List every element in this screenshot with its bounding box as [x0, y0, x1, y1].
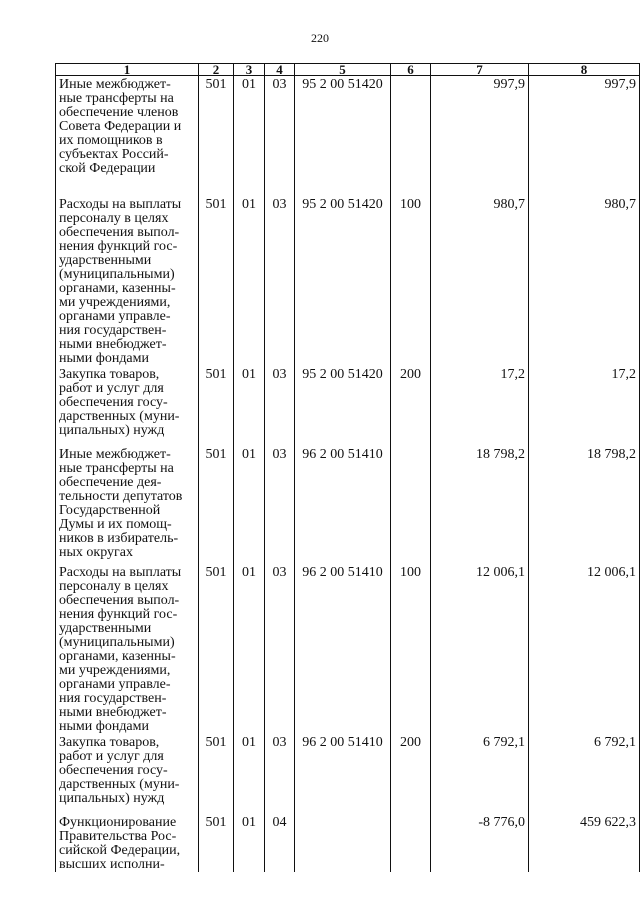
- row-code-6: 200: [391, 734, 431, 814]
- row-code-2: 501: [199, 564, 234, 734]
- row-code-6: 100: [391, 196, 431, 366]
- row-description: [56, 446, 199, 564]
- row-code-6: 200: [391, 366, 431, 446]
- row-code-3: 01: [234, 564, 265, 734]
- column-header-3: 3: [234, 64, 265, 76]
- row-amount-8: 6 792,1: [529, 734, 640, 814]
- row-code-5: 95 2 00 51420: [295, 196, 391, 366]
- row-code-3: 01: [234, 446, 265, 564]
- row-description: [56, 196, 199, 366]
- row-amount-8: 12 006,1: [529, 564, 640, 734]
- row-description: [56, 366, 199, 446]
- row-code-6: 100: [391, 564, 431, 734]
- row-description-text: Иные межбюджет- ные трансферты на обеспечение дея- тельности депутатов Государственной Думы и их помощ- ников в избиратель- ных округах: [59, 446, 183, 560]
- row-amount-7: 18 798,2: [431, 446, 529, 564]
- row-description: [56, 814, 199, 872]
- row-amount-7: 12 006,1: [431, 564, 529, 734]
- column-header-8: 8: [529, 64, 640, 76]
- row-code-4: 04: [265, 814, 295, 872]
- table-row: [56, 366, 640, 446]
- table-row: [56, 734, 640, 814]
- row-code-5: 95 2 00 51420: [295, 76, 391, 196]
- row-description: [56, 734, 199, 814]
- row-description-text: Закупка товаров, работ и услуг для обеспечения госу- дарственных (муни- ципальных) нужд: [59, 734, 180, 806]
- row-amount-7: 17,2: [431, 366, 529, 446]
- row-code-5: 96 2 00 51410: [295, 564, 391, 734]
- row-code-4: 03: [265, 366, 295, 446]
- row-code-5: 96 2 00 51410: [295, 734, 391, 814]
- table-row: [56, 196, 640, 366]
- row-amount-8: 18 798,2: [529, 446, 640, 564]
- table-row: [56, 76, 640, 196]
- row-code-5: [295, 814, 391, 872]
- column-header-2: 2: [199, 64, 234, 76]
- row-code-6: [391, 814, 431, 872]
- row-code-3: 01: [234, 814, 265, 872]
- column-header-6: 6: [391, 64, 431, 76]
- table-row: [56, 446, 640, 564]
- row-code-3: 01: [234, 734, 265, 814]
- row-code-6: [391, 76, 431, 196]
- row-amount-8: 997,9: [529, 76, 640, 196]
- row-code-2: 501: [199, 366, 234, 446]
- column-header-5: 5: [295, 64, 391, 76]
- row-description: [56, 564, 199, 734]
- row-description-text: Закупка товаров, работ и услуг для обеспечения госу- дарственных (муни- ципальных) нужд: [59, 366, 180, 438]
- row-code-4: 03: [265, 446, 295, 564]
- row-code-4: 03: [265, 734, 295, 814]
- table-row: [56, 564, 640, 734]
- row-description-text: Расходы на выплаты персоналу в целях обеспечения выпол- нения функций гос- ударственными (муниципальными) органами, казенны- ми учреждениями, органами управле- ния государствен- ными внебюджет- ными фондами: [59, 196, 182, 366]
- row-code-3: 01: [234, 76, 265, 196]
- page-number: 220: [311, 31, 329, 45]
- row-code-2: 501: [199, 734, 234, 814]
- row-code-4: 03: [265, 196, 295, 366]
- row-amount-7: 980,7: [431, 196, 529, 366]
- row-amount-8: 459 622,3: [529, 814, 640, 872]
- row-code-4: 03: [265, 76, 295, 196]
- row-description-text: Расходы на выплаты персоналу в целях обеспечения выпол- нения функций гос- ударственными (муниципальными) органами, казенны- ми учреждениями, органами управле- ния государствен- ными внебюджет- ными фондами: [59, 564, 182, 734]
- row-code-2: 501: [199, 196, 234, 366]
- table-row: [56, 814, 640, 872]
- row-code-6: [391, 446, 431, 564]
- row-description: [56, 76, 199, 196]
- row-code-4: 03: [265, 564, 295, 734]
- row-code-5: 95 2 00 51420: [295, 366, 391, 446]
- budget-table: [55, 63, 640, 872]
- row-description-text: Иные межбюджет- ные трансферты на обеспечение членов Совета Федерации и их помощников в субъектах Россий- ской Федерации: [59, 77, 182, 176]
- row-code-5: 96 2 00 51410: [295, 446, 391, 564]
- row-amount-8: 980,7: [529, 196, 640, 366]
- column-header-4: 4: [265, 64, 295, 76]
- row-code-2: 501: [199, 76, 234, 196]
- column-header-1: 1: [56, 64, 199, 76]
- row-amount-7: 997,9: [431, 76, 529, 196]
- row-amount-8: 17,2: [529, 366, 640, 446]
- column-header-7: 7: [431, 64, 529, 76]
- row-code-2: 501: [199, 446, 234, 564]
- row-code-3: 01: [234, 196, 265, 366]
- row-code-3: 01: [234, 366, 265, 446]
- row-description-text: Функционирование Правительства Рос- сийской Федерации, высших исполни-: [59, 814, 181, 872]
- row-amount-7: -8 776,0: [431, 814, 529, 872]
- table-header-row: [56, 64, 640, 76]
- row-amount-7: 6 792,1: [431, 734, 529, 814]
- row-code-2: 501: [199, 814, 234, 872]
